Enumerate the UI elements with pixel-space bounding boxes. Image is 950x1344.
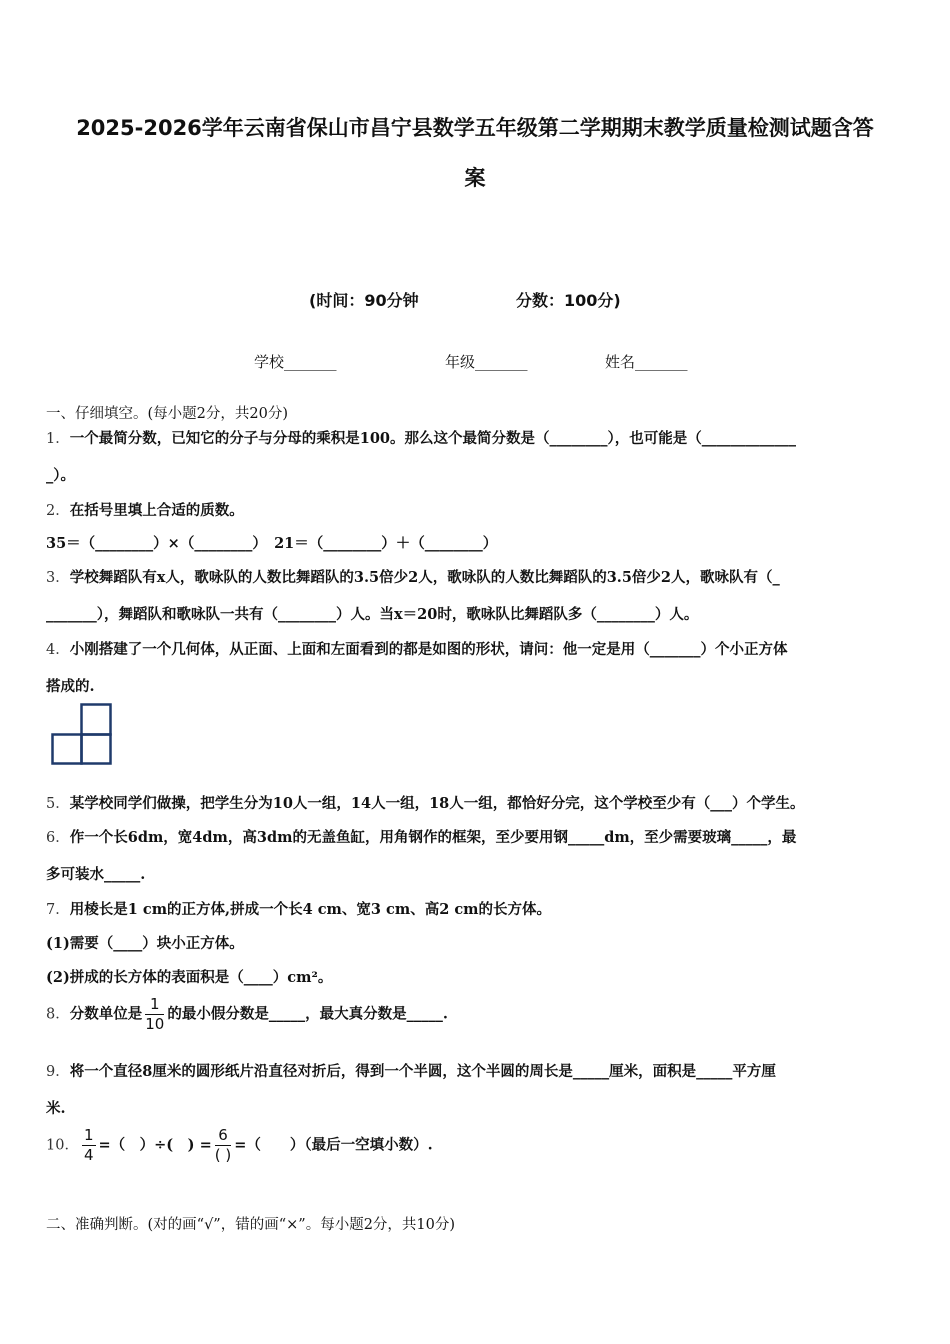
- question-text: 小刚搭建了一个几何体，从正面、上面和左面看到的都是如图的形状，请问：他一定是用（_______）个小正方体: [69, 641, 788, 658]
- section1-header: 一、仔细填空。(每小题2分，共20分): [46, 406, 288, 422]
- question-3: [46, 566, 780, 587]
- question-text-pre: 分数单位是: [69, 1005, 143, 1023]
- question-2: [46, 499, 244, 520]
- page-title-line2: 案: [464, 166, 486, 190]
- question-7-part1: (1)需要（____）块小正方体。: [46, 935, 244, 952]
- question-text: 在括号里填上合适的质数。: [69, 502, 244, 519]
- question-number: 5．: [46, 796, 70, 812]
- question-number: 7．: [46, 902, 70, 918]
- question-9: [46, 1060, 776, 1081]
- bottom-right-square: [82, 735, 111, 764]
- question-number: 3．: [46, 570, 70, 586]
- question-2-equations: 35＝（________）×（________） 21＝（________）＋（________）: [46, 535, 498, 552]
- fraction-denominator: ( ): [214, 1146, 232, 1164]
- cube-view-figure: [50, 702, 114, 766]
- question-6-cont: 多可装水_____.: [46, 866, 146, 883]
- question-number: 1．: [46, 431, 70, 447]
- question-text: 用棱长是1 cm的正方体,拼成一个长4 cm、宽3 cm、高2 cm的长方体。: [69, 901, 552, 918]
- top-square: [82, 705, 111, 735]
- section2-header: 二、准确判断。(对的画“√”，错的画“×”。每小题2分，共10分): [46, 1217, 456, 1233]
- question-text: 学校舞蹈队有x人，歌咏队的人数比舞蹈队的3.5倍少2人，歌咏队的人数比舞蹈队的3.5倍少2人，歌咏队有（_: [69, 569, 780, 586]
- fraction-one-tenth: [145, 997, 164, 1032]
- fraction-numerator: 6: [215, 1128, 231, 1146]
- question-text: 一个最简分数，已知它的分子与分母的乘积是100。那么这个最简分数是（________），也可能是（_____________: [69, 430, 796, 447]
- name-field[interactable]: 姓名_______: [605, 353, 688, 371]
- question-number: 10．: [46, 1137, 79, 1154]
- question-text: 某学校同学们做操，把学生分为10人一组，14人一组，18人一组，都恰好分完，这个学校至少有（___）个学生。: [69, 795, 805, 812]
- fraction-numerator: 1: [145, 997, 164, 1015]
- question-6: [46, 826, 796, 847]
- question-number: 8．: [46, 1006, 70, 1023]
- question-4: [46, 638, 787, 659]
- question-text-post: 的最小假分数是_____，最大真分数是_____.: [167, 1005, 448, 1023]
- fraction-denominator: 4: [83, 1146, 94, 1164]
- exam-time: (时间：90分钟: [309, 291, 419, 310]
- question-number: 6．: [46, 830, 70, 846]
- question-3-cont: _______），舞蹈队和歌咏队一共有（________）人。当x＝20时，歌咏队比舞蹈队多（________）人。: [46, 606, 699, 623]
- page-title-line1: 2025-2026学年云南省保山市昌宁县数学五年级第二学期期末教学质量检测试题含答: [76, 116, 874, 140]
- question-7: [46, 898, 551, 919]
- grade-field[interactable]: 年级_______: [445, 353, 528, 371]
- question-number: 2．: [46, 503, 70, 519]
- fraction-six-over-blank: [215, 1128, 231, 1163]
- fraction-denominator: 10: [145, 1015, 165, 1033]
- question-8: [46, 997, 448, 1032]
- question-5: [46, 792, 805, 813]
- question-number: 9．: [46, 1064, 70, 1080]
- school-field[interactable]: 学校_______: [254, 353, 337, 371]
- question-text-post: =（ ）（最后一空填小数）.: [234, 1136, 433, 1154]
- fraction-one-quarter: [82, 1128, 96, 1163]
- question-text-mid: =（ ）÷( ) =: [98, 1136, 212, 1154]
- exam-score: 分数：100分): [516, 291, 621, 310]
- question-1-cont: _）。: [46, 467, 75, 484]
- question-1: [46, 427, 796, 448]
- question-7-part2: (2)拼成的长方体的表面积是（____）cm²。: [46, 969, 333, 986]
- question-number: 4．: [46, 642, 70, 658]
- question-text: 作一个长6dm，宽4dm，高3dm的无盖鱼缸，用角钢作的框架，至少要用钢_____dm，至少需要玻璃_____，最: [69, 829, 797, 846]
- question-text: 将一个直径8厘米的圆形纸片沿直径对折后，得到一个半圆，这个半圆的周长是_____厘米，面积是_____平方厘: [69, 1063, 776, 1080]
- question-4-cont: 搭成的.: [46, 678, 95, 695]
- fraction-numerator: 1: [83, 1126, 94, 1144]
- bottom-left-square: [53, 735, 82, 764]
- question-9-cont: 米.: [46, 1100, 66, 1117]
- question-10: [46, 1128, 433, 1163]
